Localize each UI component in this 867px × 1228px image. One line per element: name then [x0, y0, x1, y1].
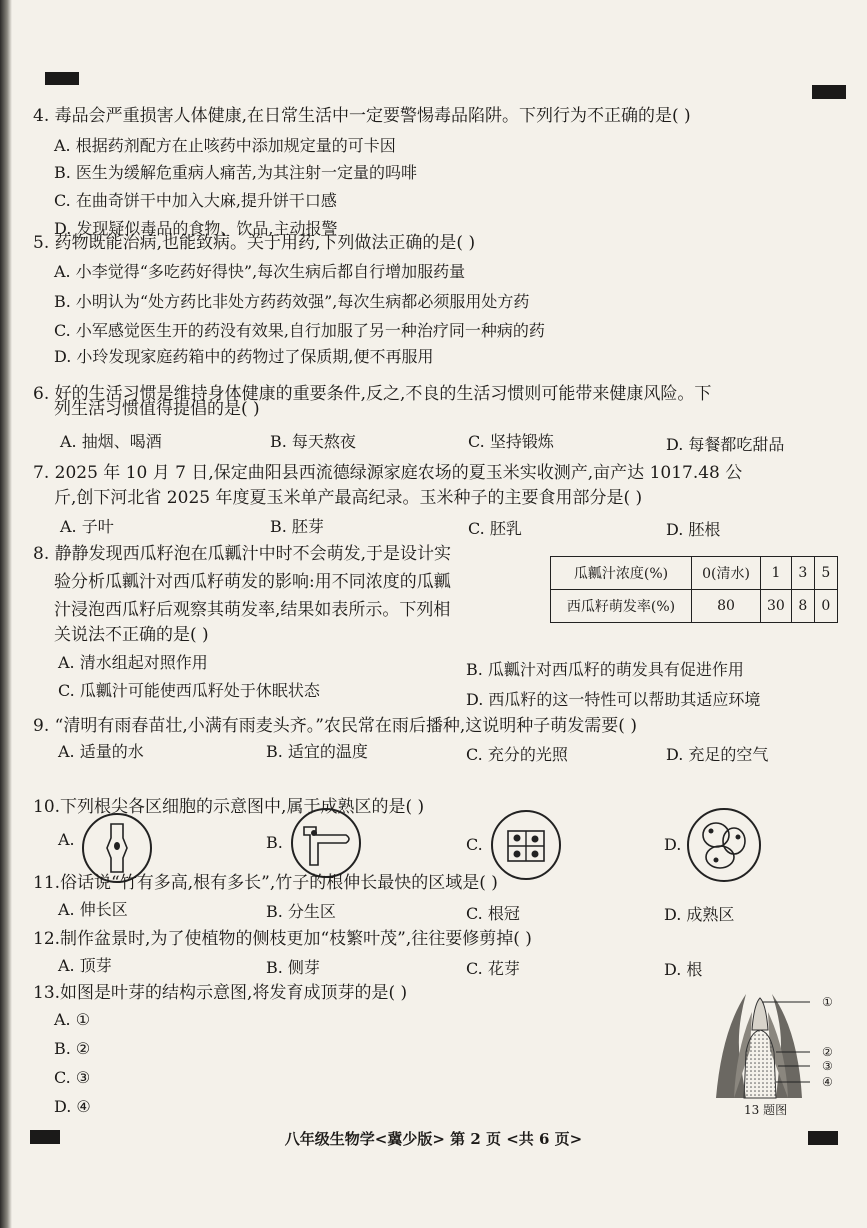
question-6-option-a[interactable]: A. 抽烟、喝酒	[60, 432, 162, 451]
question-10-option-a[interactable]: A.	[58, 830, 75, 849]
question-8-stem-line3: 汁浸泡西瓜籽后观察其萌发率,结果如表所示。下列相	[54, 600, 451, 620]
table-cell: 30	[761, 590, 792, 623]
table-cell: 8	[791, 590, 814, 623]
question-9-stem: 9. “清明有雨春苗壮,小满有雨麦头齐。”农民常在雨后播种,这说明种子萌发需要( )	[33, 716, 637, 736]
registration-mark	[45, 72, 79, 85]
table-cell: 80	[692, 590, 761, 623]
question-8-stem-line4: 关说法不正确的是( )	[54, 625, 209, 645]
table-row-head: 西瓜籽萌发率(%)	[551, 590, 692, 623]
question-5-option-b[interactable]: B. 小明认为“处方药比非处方药药效强”,每次生病都必须服用处方药	[54, 292, 530, 311]
question-8-option-b[interactable]: B. 瓜瓤汁对西瓜籽的萌发具有促进作用	[466, 660, 744, 679]
question-9-option-a[interactable]: A. 适量的水	[58, 742, 144, 761]
leaf-bud-diagram	[706, 990, 822, 1102]
table-cell: 0(清水)	[692, 557, 761, 590]
question-13-option-c[interactable]: C. ③	[54, 1068, 91, 1087]
bud-label-4: ④	[822, 1075, 833, 1089]
question-12-stem: 12.制作盆景时,为了使植物的侧枝更加“枝繁叶茂”,往往要修剪掉( )	[33, 929, 532, 949]
table-cell: 5	[814, 557, 837, 590]
page-footer: 八年级生物学<冀少版> 第 2 页 <共 6 页>	[284, 1130, 583, 1148]
question-4-stem: 4. 毒品会严重损害人体健康,在日常生活中一定要警惕毒品陷阱。下列行为不正确的是( )	[33, 106, 691, 126]
question-6-option-d[interactable]: D. 每餐都吃甜品	[666, 435, 785, 454]
question-13-stem: 13.如图是叶芽的结构示意图,将发育成顶芽的是( )	[33, 983, 408, 1003]
cell-diagram-d	[682, 803, 766, 887]
question-10-option-d[interactable]: D.	[664, 835, 682, 854]
question-12-option-d[interactable]: D. 根	[664, 960, 703, 979]
scan-edge	[0, 0, 12, 1228]
question-7-option-a[interactable]: A. 子叶	[60, 517, 114, 536]
question-13-option-a[interactable]: A. ①	[54, 1010, 91, 1029]
question-10-option-c[interactable]: C.	[466, 835, 483, 854]
table-cell: 3	[791, 557, 814, 590]
cell-diagram-b	[286, 803, 366, 883]
question-11-option-b[interactable]: B. 分生区	[266, 902, 336, 921]
question-5-option-c[interactable]: C. 小军感觉医生开的药没有效果,自行加服了另一种治疗同一种病的药	[54, 321, 545, 340]
question-4-option-a[interactable]: A. 根据药剂配方在止咳药中添加规定量的可卡因	[54, 136, 396, 155]
question-10-stem: 10.下列根尖各区细胞的示意图中,属于成熟区的是( )	[33, 797, 425, 817]
question-7-option-d[interactable]: D. 胚根	[666, 520, 721, 539]
question-10-option-b[interactable]: B.	[266, 833, 283, 852]
question-8-option-d[interactable]: D. 西瓜籽的这一特性可以帮助其适应环境	[466, 690, 761, 709]
question-9-option-b[interactable]: B. 适宜的温度	[266, 742, 368, 761]
question-6-stem-line1: 6. 好的生活习惯是维持身体健康的重要条件,反之,不良的生活习惯则可能带来健康风险。下	[33, 384, 712, 404]
cell-diagram-c	[486, 805, 566, 885]
question-5-option-a[interactable]: A. 小李觉得“多吃药好得快”,每次生病后都自行增加服药量	[54, 262, 466, 281]
question-8-stem-line1: 8. 静静发现西瓜籽泡在瓜瓤汁中时不会萌发,于是设计实	[33, 544, 452, 564]
table-cell: 1	[761, 557, 792, 590]
question-11-option-d[interactable]: D. 成熟区	[664, 905, 735, 924]
germination-table	[550, 556, 838, 623]
figure-caption: 13 题图	[744, 1103, 788, 1117]
question-6-stem-line2: 列生活习惯值得提倡的是( )	[54, 399, 260, 419]
question-8-option-a[interactable]: A. 清水组起对照作用	[58, 653, 208, 672]
question-7-stem-line2: 斤,创下河北省 2025 年度夏玉米单产最高纪录。玉米种子的主要食用部分是( )	[54, 488, 643, 508]
question-8-stem-line2: 验分析瓜瓤汁对西瓜籽萌发的影响:用不同浓度的瓜瓤	[54, 572, 451, 592]
question-11-option-c[interactable]: C. 根冠	[466, 904, 520, 923]
question-5-option-d[interactable]: D. 小玲发现家庭药箱中的药物过了保质期,便不再服用	[54, 347, 434, 366]
question-7-option-b[interactable]: B. 胚芽	[270, 517, 324, 536]
question-9-option-c[interactable]: C. 充分的光照	[466, 745, 568, 764]
question-12-option-b[interactable]: B. 侧芽	[266, 958, 320, 977]
question-12-option-c[interactable]: C. 花芽	[466, 959, 520, 978]
question-13-option-b[interactable]: B. ②	[54, 1039, 91, 1058]
table-row-head: 瓜瓤汁浓度(%)	[551, 557, 692, 590]
bud-label-2: ②	[822, 1045, 833, 1059]
bud-label-1: ①	[822, 995, 833, 1009]
question-6-option-b[interactable]: B. 每天熬夜	[270, 432, 356, 451]
question-7-stem-line1: 7. 2025 年 10 月 7 日,保定曲阳县西流德绿源家庭农场的夏玉米实收测产,亩产达 1017.48 公	[33, 463, 743, 483]
question-11-stem: 11.俗话说“竹有多高,根有多长”,竹子的根伸长最快的区域是( )	[33, 873, 498, 893]
table-cell: 0	[814, 590, 837, 623]
question-7-option-c[interactable]: C. 胚乳	[468, 519, 522, 538]
question-6-option-c[interactable]: C. 坚持锻炼	[468, 432, 554, 451]
bud-label-3: ③	[822, 1059, 833, 1073]
question-5-stem: 5. 药物既能治病,也能致病。关于用药,下列做法正确的是( )	[33, 233, 476, 253]
question-8-option-c[interactable]: C. 瓜瓤汁可能使西瓜籽处于休眠状态	[58, 681, 320, 700]
question-9-option-d[interactable]: D. 充足的空气	[666, 745, 769, 764]
question-13-option-d[interactable]: D. ④	[54, 1097, 91, 1116]
question-4-option-b[interactable]: B. 医生为缓解危重病人痛苦,为其注射一定量的吗啡	[54, 163, 418, 182]
registration-mark	[812, 85, 846, 99]
question-4-option-c[interactable]: C. 在曲奇饼干中加入大麻,提升饼干口感	[54, 191, 337, 210]
question-12-option-a[interactable]: A. 顶芽	[58, 956, 112, 975]
question-4-option-d[interactable]: D. 发现疑似毒品的食物、饮品,主动报警	[54, 219, 338, 238]
question-11-option-a[interactable]: A. 伸长区	[58, 900, 128, 919]
